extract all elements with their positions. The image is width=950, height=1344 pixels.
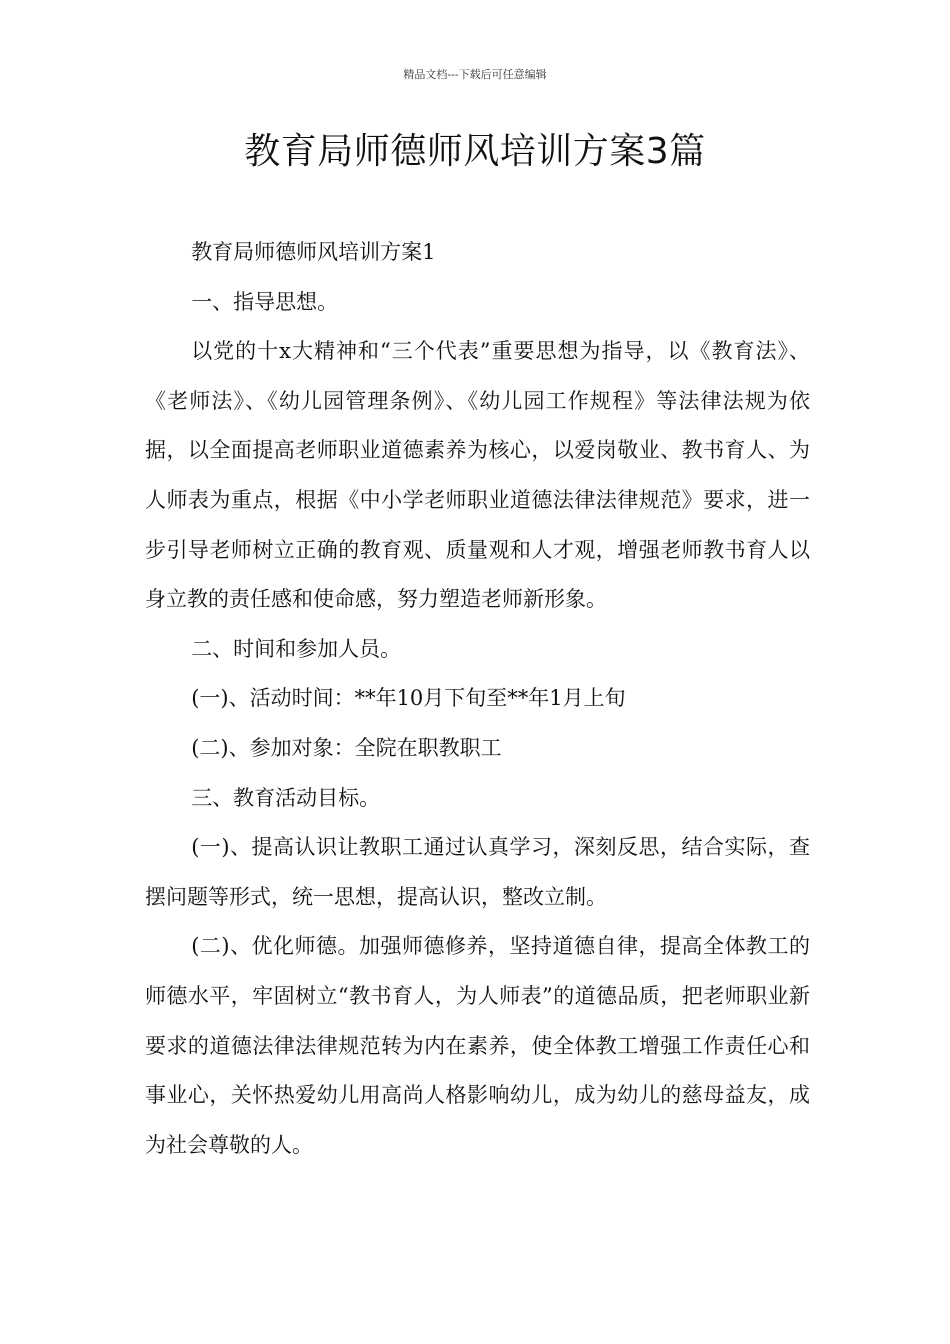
paragraph-guiding-ideology: 以党的十x大精神和“三个代表”重要思想为指导，以《教育法》、《老师法》、《幼儿园管理条例》、《幼儿园工作规程》等法律法规为依据，以全面提高老师职业道德素养为核心，以爱岗敬业、教书育人、为人师表为重点，根据《中小学老师职业道德法律法律规范》要求，进一步引导老师树立正确的教育观、质量观和人才观，增强老师教书育人以身立教的责任感和使命感，努力塑造老师新形象。 [145,339,810,612]
document-title: 教育局师德师风培训方案3篇 [244,131,706,172]
page-header-note: 精品文档---下载后可任意编辑 [403,68,547,81]
document-body [145,228,810,1170]
item-activity-time: (一)、活动时间：**年10月下旬至**年1月上旬 [191,686,626,711]
paragraph-goal-awareness: (一)、提高认识让教职工通过认真学习，深刻反思，结合实际，查摆问题等形式，统一思想，提高认识，整改立制。 [145,835,810,909]
section-heading-time-participants: 二、时间和参加人员。 [191,636,402,661]
section-heading-guiding-ideology: 一、指导思想。 [191,289,339,314]
paragraph-goal-ethics: (二)、优化师德。加强师德修养，坚持道德自律，提高全体教工的师德水平，牢固树立“教书育人，为人师表”的道德品质，把老师职业新要求的道德法律法律规范转为内在素养，使全体教工增强工作责任心和事业心，关怀热爱幼儿用高尚人格影响幼儿，成为幼儿的慈母益友，成为社会尊敬的人。 [145,934,810,1157]
item-participants: (二)、参加对象：全院在职教职工 [191,735,502,760]
section-heading-activity-goals: 三、教育活动目标。 [191,785,381,810]
section-subtitle: 教育局师德师风培训方案1 [191,240,436,264]
